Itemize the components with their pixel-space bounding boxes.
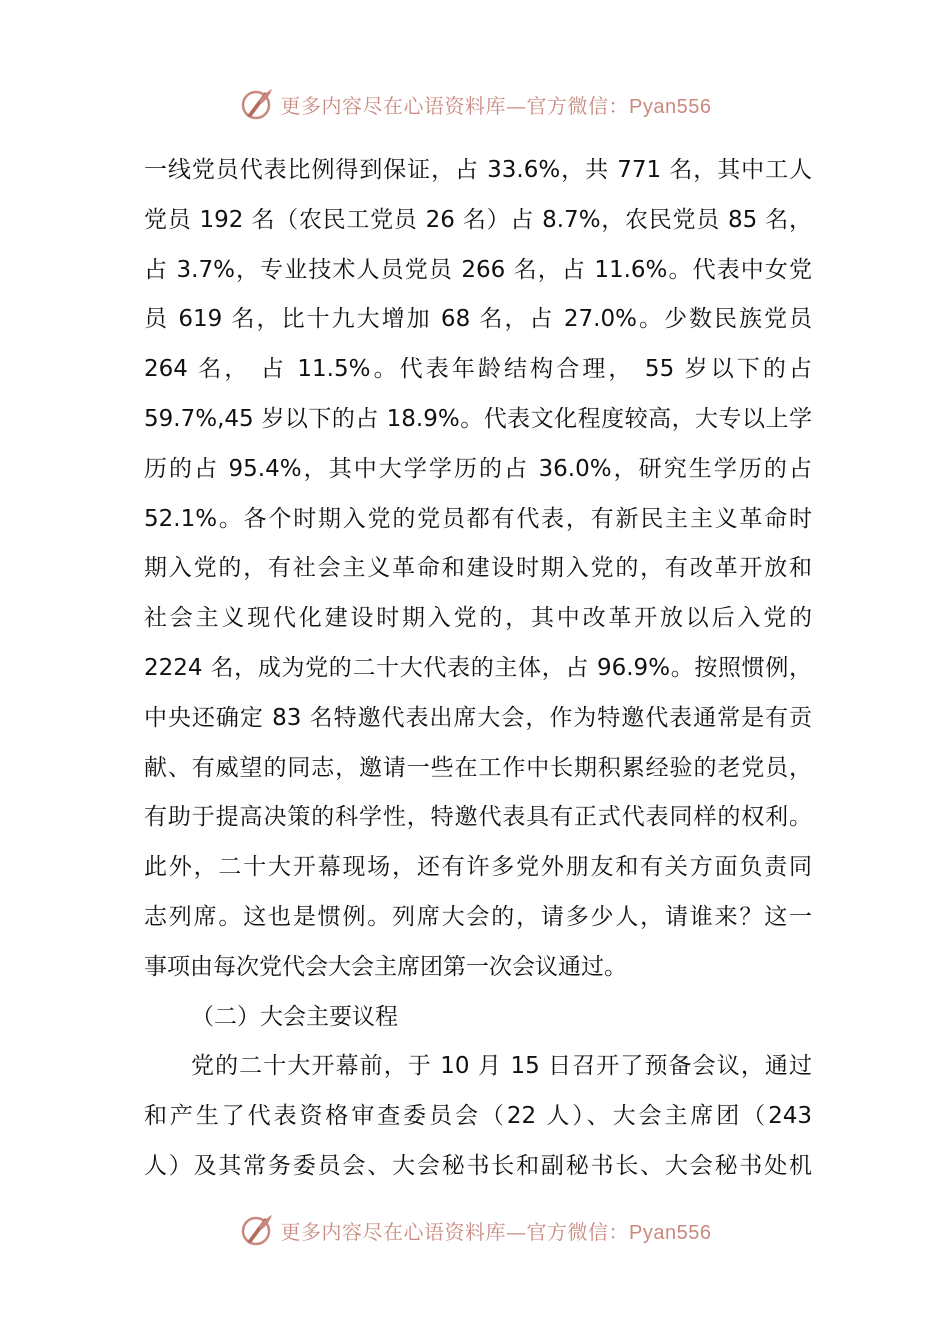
body-line: 52.1%。各个时期入党的党员都有代表，有新民主主义革命时 xyxy=(144,505,812,532)
body-line: 此外，二十大开幕现场，还有许多党外朋友和有关方面负责同 xyxy=(144,854,812,881)
watermark-text xyxy=(281,90,712,119)
watermark-dash: — xyxy=(506,1219,527,1244)
body-line: 一线党员代表比例得到保证，占 33.6%，共 771 名，其中工人 xyxy=(144,157,812,183)
body-line: 历的占 95.4%，其中大学学历的占 36.0%，研究生学历的占 xyxy=(144,455,812,482)
quill-pen-circle-icon xyxy=(239,1212,275,1248)
body-line: 员 619 名，比十九大增加 68 名，占 27.0%。少数民族党员 xyxy=(144,306,812,333)
document-body xyxy=(144,146,812,1192)
watermark-main: 更多内容尽在心语资料库 xyxy=(280,1219,507,1244)
watermark-banner-bottom xyxy=(0,1210,950,1250)
watermark-wechat-id: Pyan556 xyxy=(629,1221,712,1244)
watermark-dash: — xyxy=(506,93,527,118)
body-line: 有助于提高决策的科学性，特邀代表具有正式代表同样的权利。 xyxy=(144,804,812,831)
body-line: 期入党的，有社会主义革命和建设时期入党的，有改革开放和 xyxy=(144,555,812,582)
watermark-label: 官方微信： xyxy=(526,93,630,118)
watermark-wechat-id: Pyan556 xyxy=(629,95,712,118)
watermark-text xyxy=(281,1216,712,1245)
body-line: 社会主义现代化建设时期入党的，其中改革开放以后入党的 xyxy=(144,605,812,632)
body-line: 占 3.7%，专业技术人员党员 266 名，占 11.6%。代表中女党 xyxy=(144,256,812,283)
body-line: 党员 192 名（农民工党员 26 名）占 8.7%，农民党员 85 名， xyxy=(144,206,812,233)
body-line: 264 名， 占 11.5%。代表年龄结构合理， 55 岁以下的占 xyxy=(144,356,812,383)
watermark-banner-top xyxy=(0,84,950,124)
body-line: 献、有威望的同志，邀请一些在工作中长期积累经验的老党员， xyxy=(144,754,812,781)
watermark-label: 官方微信： xyxy=(526,1219,630,1244)
body-line: 事项由每次党代会大会主席团第一次会议通过。 xyxy=(144,953,627,980)
body-line: 志列席。这也是惯例。列席大会的，请多少人，请谁来？这一 xyxy=(144,903,812,930)
body-line: 党的二十大开幕前，于 10 月 15 日召开了预备会议，通过 xyxy=(191,1053,812,1080)
body-line: 59.7%,45 岁以下的占 18.9%。代表文化程度较高，大专以上学 xyxy=(144,405,812,432)
section-heading: （二）大会主要议程 xyxy=(191,1003,398,1030)
body-line: 中央还确定 83 名特邀代表出席大会，作为特邀代表通常是有贡 xyxy=(144,704,812,731)
body-line: 人）及其常务委员会、大会秘书长和副秘书长、大会秘书处机 xyxy=(144,1152,812,1179)
body-line: 和产生了代表资格审查委员会（22 人）、大会主席团（243 xyxy=(144,1103,812,1130)
body-line: 2224 名，成为党的二十大代表的主体，占 96.9%。按照惯例， xyxy=(144,654,812,681)
quill-pen-circle-icon xyxy=(239,86,275,122)
watermark-main: 更多内容尽在心语资料库 xyxy=(280,93,507,118)
